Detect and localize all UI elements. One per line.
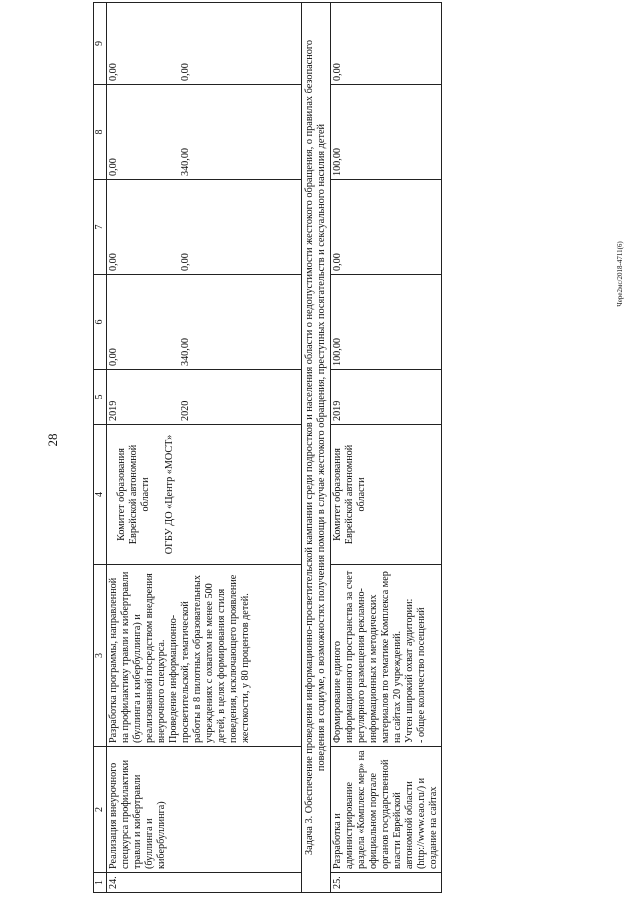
header-cell: 3	[94, 565, 107, 747]
row-executor: Комитет образования Еврейской автономной области	[331, 425, 442, 565]
col9-values	[106, 3, 301, 85]
header-row	[94, 3, 107, 893]
col7-values	[106, 180, 301, 275]
row-years	[106, 370, 301, 425]
document-footer-code: Чере2мс/2018-4711(6)	[616, 241, 624, 307]
measure-part-b: Проведение информационно-просветительской, тематической работы в 8 пилотных образовательных учреждениях с охватом не менее 500 детей, в целях формирования стиля поведения, исключающего проявление жестокости, у 80 процентов детей.	[167, 574, 252, 743]
header-cell: 6	[94, 275, 107, 370]
row-executor	[106, 425, 301, 565]
header-cell: 1	[94, 873, 107, 893]
value: 100,00	[331, 275, 442, 370]
value: 0,00	[179, 63, 191, 81]
value: 340,00	[179, 147, 191, 176]
measure-part-b: Учтен широкий охват аудитории:	[404, 598, 416, 743]
row-title: Реализация внеурочного спецкурса профилактики травли и кибертравли (буллинга и кибербуллинга)	[106, 747, 301, 873]
executor-b: ОГБУ ДО «Центр «МОСТ»	[163, 434, 175, 555]
measure-part-a: Разработка программы, направленной на профилактику травли и кибертравли (буллинга и кибербуллинга) и реализованной посредством внедрения внеурочного спецкурса.	[107, 571, 167, 743]
value: 100,00	[331, 85, 442, 180]
row-measure	[106, 565, 301, 747]
value: 0,00	[107, 63, 119, 81]
row-number: 24.	[106, 873, 301, 893]
header-cell: 7	[94, 180, 107, 275]
measure-part-a: Формирование единого информационного пространства за счет регулярного размещения рекламно-информационных и методических материалов по тематике Комплекса мер на сайтах 20 учреждений.	[332, 570, 404, 743]
year-b: 2020	[179, 400, 191, 421]
table-row	[331, 3, 442, 893]
col6-values	[106, 275, 301, 370]
header-cell: 9	[94, 3, 107, 85]
value: 0,00	[107, 253, 119, 271]
table-row	[106, 3, 301, 893]
task-heading: Задача 3. Обеспечение проведения информационно-просветительской кампании среди подростков и населения области о недопустимости жестокого обращения, о правилах безопасного поведения в социуме, о возможностях получения помощи в случае жестокого обращения, преступных посягательств и сексуального насилия детей	[301, 3, 330, 893]
row-number: 25.	[331, 873, 442, 893]
value: 0,00	[107, 158, 119, 176]
executor-a: Комитет образования Еврейской автономной области	[115, 444, 151, 545]
row-measure	[331, 565, 442, 747]
header-cell: 4	[94, 425, 107, 565]
value: 0,00	[331, 180, 442, 275]
year-a: 2019	[107, 400, 119, 421]
value: 0,00	[331, 3, 442, 85]
rotated-table-container	[93, 3, 440, 893]
row-title: Разработка и администрирование раздела «Комплекс мер» на официальном портале органов государственной власти Еврейской автономной области (http://www.eao.ru/) и создание на сайтах	[331, 747, 442, 873]
program-table	[93, 2, 442, 893]
value: 0,00	[179, 253, 191, 271]
value: 340,00	[179, 337, 191, 366]
header-cell: 8	[94, 85, 107, 180]
header-cell: 2	[94, 747, 107, 873]
task-row	[301, 3, 330, 893]
page-number: 28	[45, 433, 60, 447]
measure-part-c: - общее количество посещений	[416, 607, 428, 743]
header-cell: 5	[94, 370, 107, 425]
value: 0,00	[107, 348, 119, 366]
col8-values	[106, 85, 301, 180]
row-year: 2019	[331, 370, 442, 425]
